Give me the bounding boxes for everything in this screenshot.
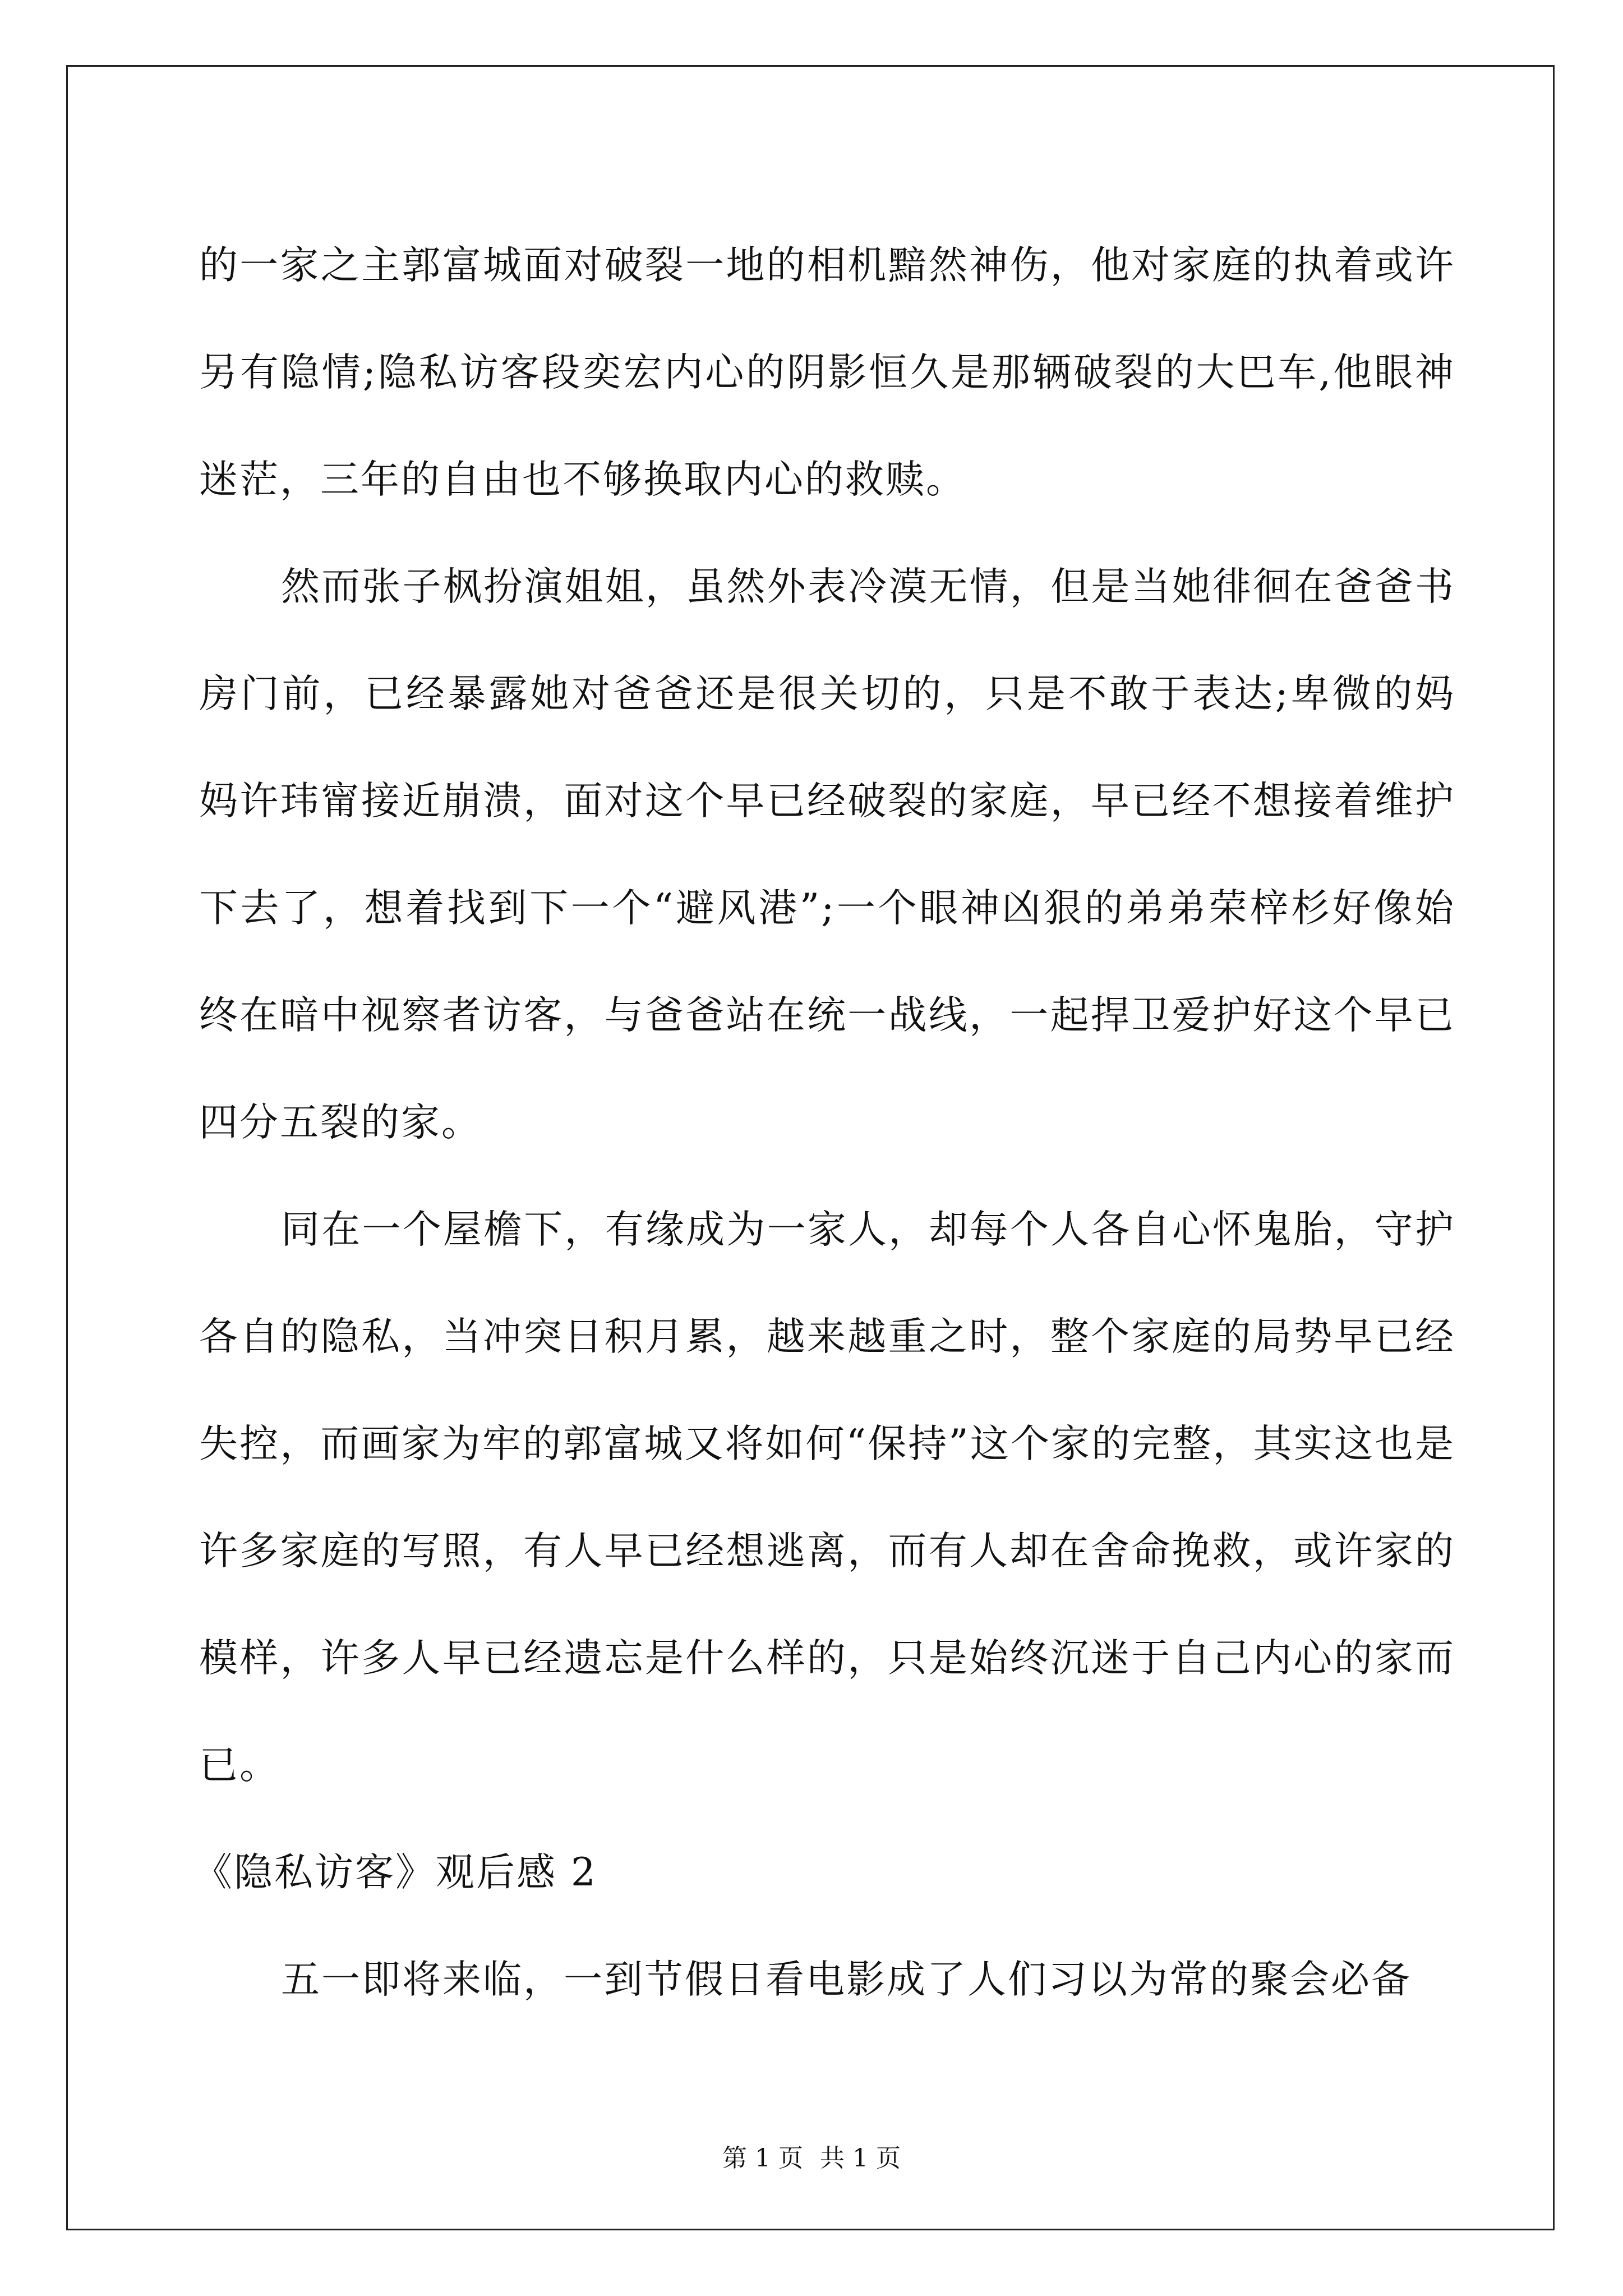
paragraph-3: 同在一个屋檐下，有缘成为一家人，却每个人各自心怀鬼胎，守护各自的隐私，当冲突日积月累，越来越重之时，整个家庭的局势早已经失控，而画家为牢的郭富城又将如何“保持”这个家的完整，其实这也是许多家庭的写照，有人早已经想逃离，而有人却在舍命挽救，或许家的模样，许多人早已经遗忘是什么样的，只是始终沉迷于自己内心的家而已。 [199, 1207, 1455, 1788]
section-heading: 《隐私访客》观后感 2 [193, 1850, 597, 1895]
page-total: 共 1 页 [820, 2144, 901, 2173]
paragraph-4: 五一即将来临，一到节假日看电影成了人们习以为常的聚会必备 [281, 1957, 1412, 2002]
paragraph-1: 的一家之主郭富城面对破裂一地的相机黯然神伤，他对家庭的执着或许另有隐情;隐私访客段奕宏内心的阴影恒久是那辆破裂的大巴车,他眼神迷茫，三年的自由也不够换取内心的救赎。 [199, 243, 1455, 502]
paragraph-2: 然而张子枫扮演姐姐，虽然外表冷漠无情，但是当她徘徊在爸爸书房门前，已经暴露她对爸爸还是很关切的，只是不敢于表达;卑微的妈妈许玮甯接近崩溃，面对这个早已经破裂的家庭，早已经不想接着维护下去了，想着找到下一个“避风港”;一个眼神凶狠的弟弟荣梓杉好像始终在暗中视察者访客，与爸爸站在统一战线，一起捍卫爱护好这个早已四分五裂的家。 [199, 564, 1455, 1145]
document-body [193, 212, 1455, 2033]
page-number: 第 1 页 [722, 2144, 803, 2173]
page-footer [0, 2142, 1623, 2175]
